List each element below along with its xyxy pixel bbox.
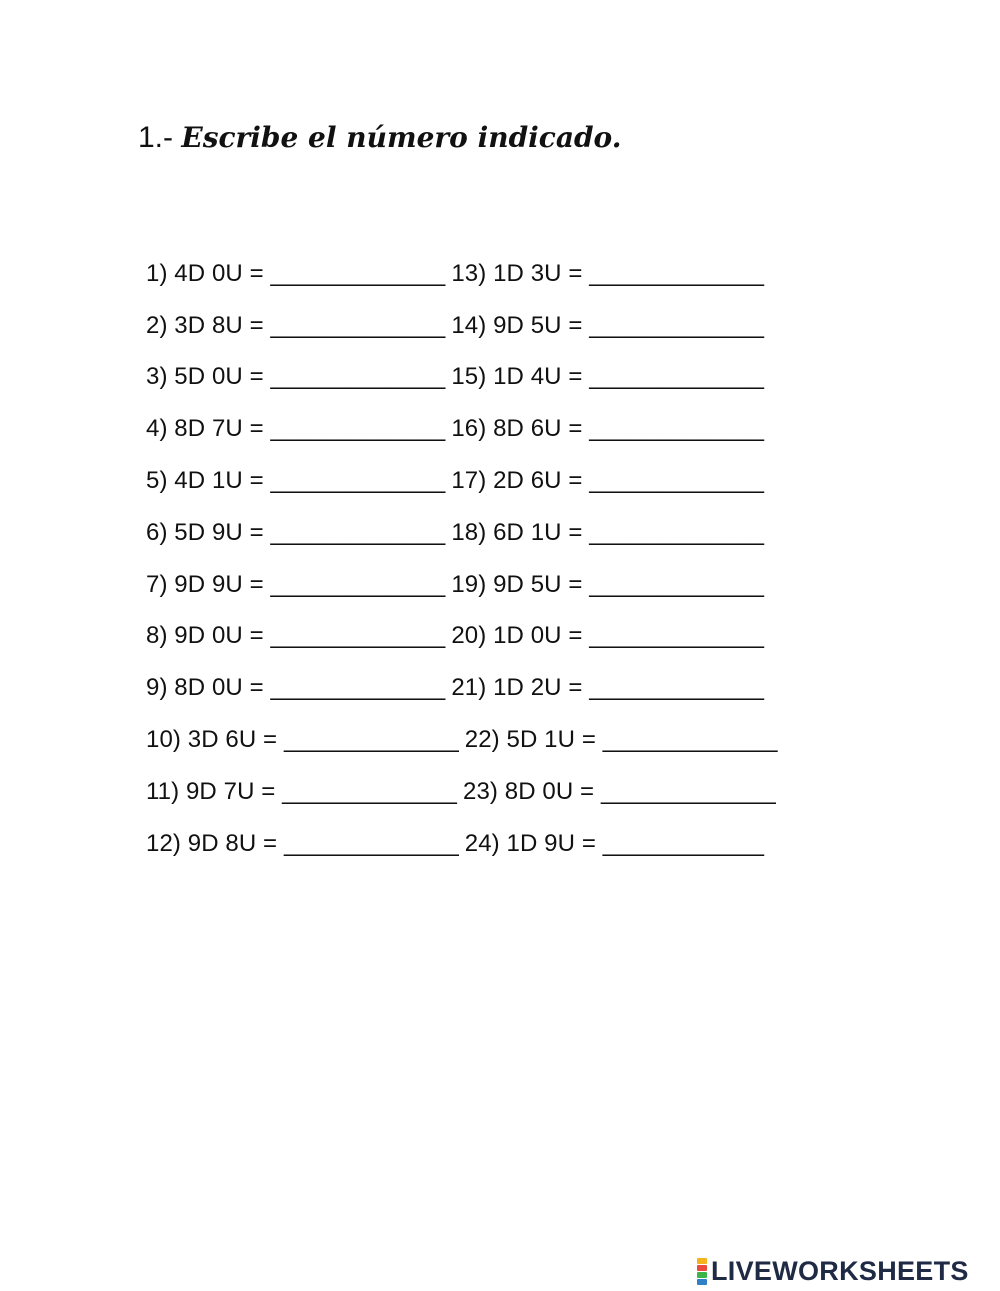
spacer [596, 726, 603, 754]
answer-blank[interactable]: _____________ [589, 570, 765, 598]
exercise-row [146, 507, 778, 559]
exercise-item [451, 467, 764, 495]
answer-blank[interactable]: _____________ [283, 726, 459, 754]
exercise-label: 11) 9D 7U = [146, 777, 276, 805]
exercise-row [146, 455, 778, 507]
exercise-item [451, 571, 764, 599]
exercise-label: 16) 8D 6U = [451, 415, 583, 443]
exercise-row [146, 248, 778, 300]
exercise-item [146, 312, 445, 340]
exercise-item [451, 674, 764, 702]
answer-blank[interactable]: _____________ [589, 518, 765, 546]
exercise-row [146, 662, 778, 714]
logo-block [697, 1279, 707, 1285]
exercise-item [146, 622, 445, 650]
exercise-item [451, 415, 764, 443]
exercise-label: 10) 3D 6U = [146, 726, 278, 754]
exercise-label: 24) 1D 9U = [464, 829, 596, 857]
exercise-item [451, 363, 764, 391]
exercise-item [451, 260, 764, 288]
exercise-item [146, 519, 445, 547]
exercise-row [146, 300, 778, 352]
spacer [277, 726, 284, 754]
exercise-row [146, 611, 778, 663]
exercise-row [146, 818, 778, 870]
answer-blank[interactable]: _____________ [270, 518, 446, 546]
answer-blank[interactable]: ____________ [602, 829, 765, 857]
exercise-row [146, 403, 778, 455]
exercise-row [146, 766, 778, 818]
answer-blank[interactable]: _____________ [602, 726, 778, 754]
exercise-item [146, 778, 457, 806]
exercise-label: 1) 4D 0U = [146, 259, 264, 287]
exercise-label: 15) 1D 4U = [451, 363, 583, 391]
answer-blank[interactable]: _____________ [589, 622, 765, 650]
answer-blank[interactable]: _____________ [270, 467, 446, 495]
exercise-number: 1.- [138, 121, 174, 154]
exercise-label: 18) 6D 1U = [451, 518, 583, 546]
answer-blank[interactable]: _____________ [270, 415, 446, 443]
answer-blank[interactable]: _____________ [270, 570, 446, 598]
exercise-item [146, 467, 445, 495]
exercise-label: 9) 8D 0U = [146, 674, 264, 702]
exercise-item [146, 260, 445, 288]
exercise-item [146, 415, 445, 443]
answer-blank[interactable]: _____________ [270, 363, 446, 391]
spacer [264, 260, 271, 288]
answer-blank[interactable]: _____________ [589, 363, 765, 391]
answer-blank[interactable]: _____________ [282, 777, 457, 805]
exercise-label: 5) 4D 1U = [146, 467, 264, 495]
exercise-label: 6) 5D 9U = [146, 518, 264, 546]
exercise-item [146, 726, 459, 754]
logo-text: LIVEWORKSHEETS [711, 1255, 969, 1286]
exercise-title [138, 118, 621, 158]
logo-block [697, 1265, 707, 1271]
exercise-instruction: Escribe el número indicado. [181, 121, 622, 154]
exercise-list [146, 248, 778, 870]
exercise-label: 8) 9D 0U = [146, 622, 264, 650]
logo-block [697, 1258, 707, 1264]
answer-blank[interactable]: _____________ [589, 467, 765, 495]
exercise-label: 23) 8D 0U = [463, 777, 595, 805]
exercise-label: 4) 8D 7U = [146, 415, 264, 443]
answer-blank[interactable]: _____________ [589, 311, 765, 339]
answer-blank[interactable]: _____________ [270, 311, 446, 339]
exercise-item [146, 571, 445, 599]
exercise-item [146, 830, 459, 858]
spacer [264, 519, 271, 547]
answer-blank[interactable]: _____________ [270, 259, 446, 287]
spacer [264, 674, 271, 702]
answer-blank[interactable]: _____________ [270, 674, 446, 702]
exercise-label: 21) 1D 2U = [451, 674, 583, 702]
exercise-label: 7) 9D 9U = [146, 570, 264, 598]
exercise-item [465, 830, 764, 858]
logo-icon [697, 1258, 707, 1285]
exercise-item [463, 778, 776, 806]
exercise-row [146, 714, 778, 766]
exercise-label: 17) 2D 6U = [451, 467, 583, 495]
exercise-label: 19) 9D 5U = [451, 570, 583, 598]
exercise-label: 3) 5D 0U = [146, 363, 264, 391]
spacer [264, 415, 271, 443]
answer-blank[interactable]: _____________ [589, 415, 765, 443]
exercise-item [146, 363, 445, 391]
spacer [264, 571, 271, 599]
exercise-label: 14) 9D 5U = [451, 311, 583, 339]
answer-blank[interactable]: _____________ [270, 622, 446, 650]
exercise-item [465, 726, 778, 754]
exercise-row [146, 559, 778, 611]
answer-blank[interactable]: _____________ [589, 674, 765, 702]
exercise-item [451, 312, 764, 340]
exercise-label: 12) 9D 8U = [146, 829, 278, 857]
exercise-label: 22) 5D 1U = [464, 726, 596, 754]
exercise-label: 13) 1D 3U = [451, 259, 583, 287]
exercise-label: 2) 3D 8U = [146, 311, 264, 339]
exercise-item [451, 622, 764, 650]
exercise-row [146, 352, 778, 404]
spacer [264, 622, 271, 650]
logo-block [697, 1272, 707, 1278]
exercise-label: 20) 1D 0U = [451, 622, 583, 650]
spacer [264, 467, 271, 495]
spacer [264, 363, 271, 391]
answer-blank[interactable]: _____________ [283, 829, 459, 857]
liveworksheets-logo [697, 1256, 969, 1286]
spacer [264, 312, 271, 340]
spacer [596, 830, 603, 858]
exercise-item [451, 519, 764, 547]
spacer [277, 830, 284, 858]
answer-blank[interactable]: _____________ [600, 777, 776, 805]
spacer [594, 778, 601, 806]
answer-blank[interactable]: _____________ [589, 259, 765, 287]
exercise-item [146, 674, 445, 702]
